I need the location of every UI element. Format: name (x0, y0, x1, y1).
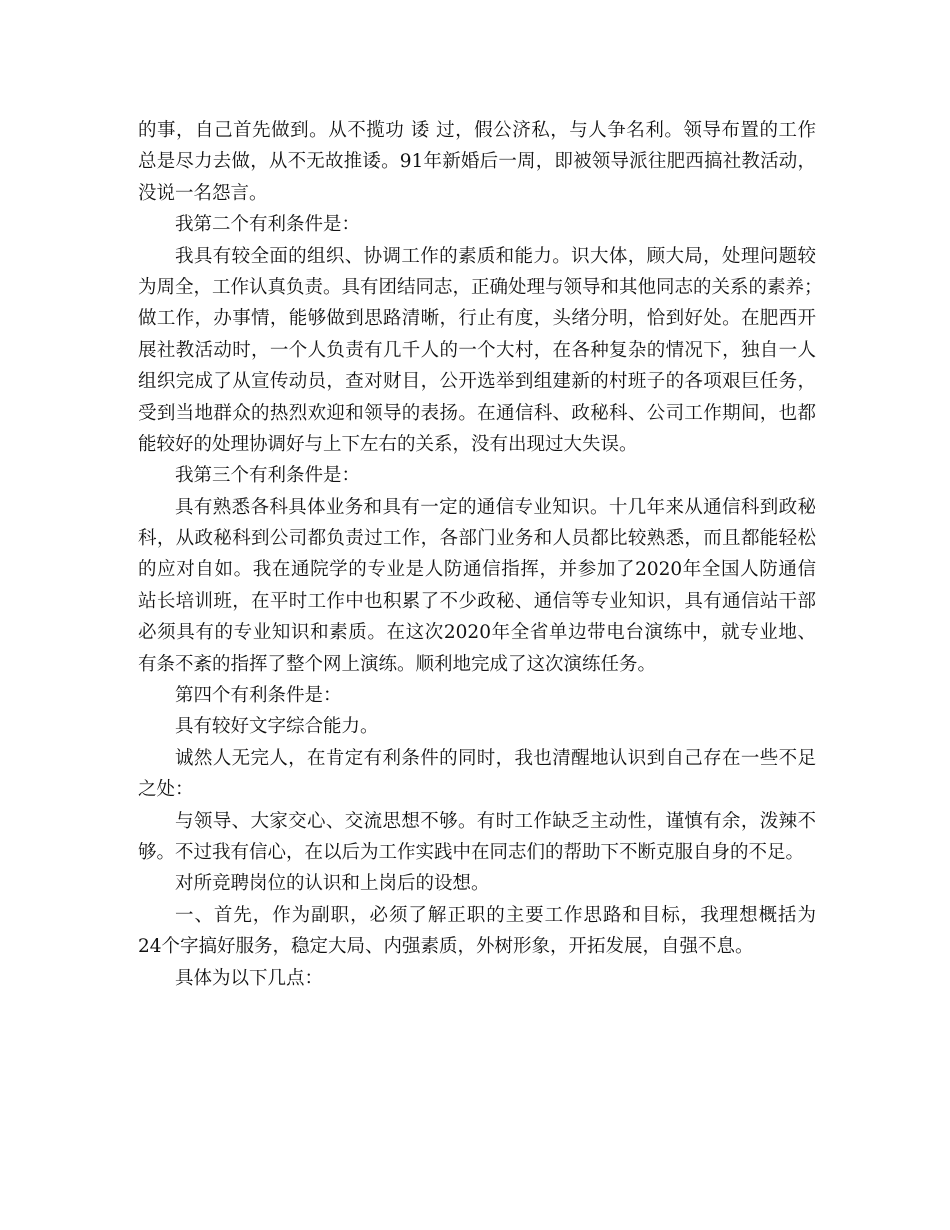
text-line: 对所竞聘岗位的认识和上岗后的设想。 (175, 873, 490, 895)
text-line: 与领导、大家交心、交流思想不够。有时工作缺乏主动性，谨慎有余，泼辣不 (175, 810, 816, 832)
text-line: 第四个有利条件是： (175, 685, 342, 707)
text-line: 的事，自己首先做到。从不揽功 诿 过，假公济私，与人争名利。领导布置的工作 (138, 120, 816, 141)
text-line: 我第三个有利条件是： (175, 465, 361, 487)
text-line: 具有熟悉各科具体业务和具有一定的通信专业知识。十几年来从通信科到政秘 (175, 496, 816, 518)
text-line: 为周全，工作认真负责。具有团结同志，正确处理与领导和其他同志的关系的素养； (138, 276, 823, 298)
text-line: 之处： (138, 779, 194, 801)
text-line: 我具有较全面的组织、协调工作的素质和能力。识大体，顾大局，处理问题较 (175, 245, 816, 267)
document-page (138, 115, 823, 994)
text-line: 站长培训班，在平时工作中也积累了不少政秘、通信等专业知识，具有通信站干部 (138, 590, 816, 612)
text-line: 够。不过我有信心，在以后为工作实践中在同志们的帮助下不断克服自身的不足。 (138, 841, 805, 863)
text-line: 做工作，办事情，能够做到思路清晰，行止有度，头绪分明，恰到好处。在肥西开 (138, 308, 816, 330)
text-line: 一、首先，作为副职，必须了解正职的主要工作思路和目标，我理想概括为 (175, 904, 816, 926)
text-line: 受到当地群众的热烈欢迎和领导的表扬。在通信科、政秘科、公司工作期间，也都 (138, 402, 816, 424)
text-line: 有条不紊的指挥了整个网上演练。顺利地完成了这次演练任务。 (138, 653, 657, 675)
text-line: 必须具有的专业知识和素质。在这次2020年全省单边带电台演练中，就专业地、 (138, 622, 816, 644)
text-line: 具体为以下几点： (175, 967, 324, 989)
text-line: 诚然人无完人，在肯定有利条件的同时，我也清醒地认识到自己存在一些不足 (175, 747, 816, 769)
text-line: 科，从政秘科到公司都负责过工作，各部门业务和人员都比较熟悉，而且都能轻松 (138, 528, 816, 550)
text-line: 展社教活动时，一个人负责有几千人的一个大村，在各种复杂的情况下，独自一人 (138, 339, 816, 361)
text-line: 具有较好文字综合能力。 (175, 716, 379, 738)
text-line: 总是尽力去做，从不无故推诿。91年新婚后一周，即被领导派往肥西搞社教活动， (138, 151, 816, 173)
text-line: 24个字搞好服务，稳定大局、内强素质，外树形象，开拓发展，自强不息。 (138, 936, 754, 958)
text-line: 组织完成了从宣传动员，查对财目，公开选举到组建新的村班子的各项艰巨任务， (138, 371, 816, 393)
text-line: 没说一名怨言。 (138, 182, 268, 204)
text-line: 能较好的处理协调好与上下左右的关系，没有出现过大失误。 (138, 433, 638, 455)
text-line: 我第二个有利条件是： (175, 214, 361, 236)
text-line: 的应对自如。我在通院学的专业是人防通信指挥，并参加了2020年全国人防通信 (138, 559, 816, 581)
